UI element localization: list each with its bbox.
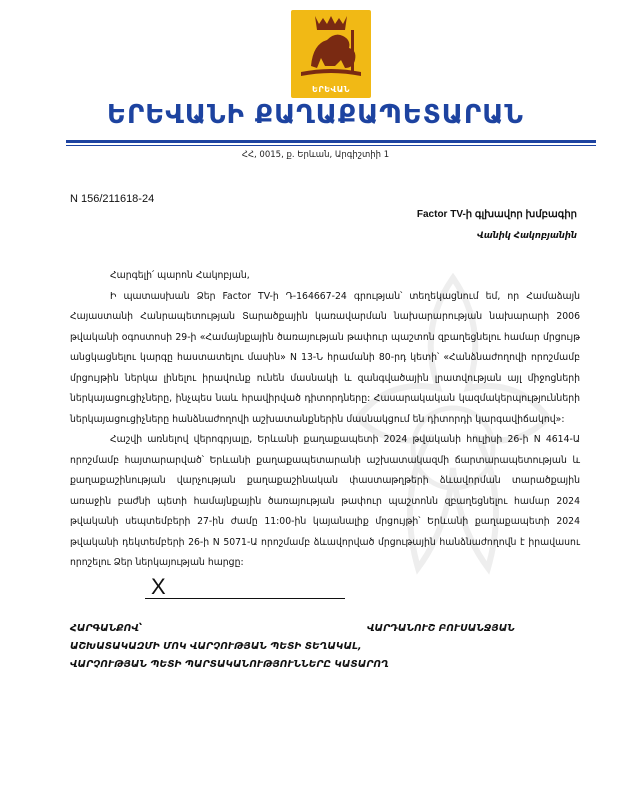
recipient-position: Factor TV-ի գլխավոր խմբագիր [416, 209, 577, 220]
letter-body [70, 266, 580, 574]
signature-mark: X [151, 574, 166, 599]
signatory-title-line1: ԱՇԽԱՏԱԿԱԶՄԻ ՄՈԿ ՎԱՐՉՈՒԹՅԱՆ ՊԵՏԻ ՏԵՂԱԿԱԼ, [70, 641, 362, 652]
signatory-name: ՎԱՐԴԱՆՈՒՇ ԲՈՒՍԱՆՋՅԱՆ [367, 623, 515, 634]
paragraph-2: Հաշվի առնելով վերոգրյալը, Երևանի քաղաքապետի 2024 թվականի հուլիսի 26-ի N 4614-Ա որոշմամբ հայտարարված՝ Երևանի քաղաքապետարանի աշխատակազմի ճարտարապետության և քաղաքաշինության վարչության քաղաքաշինական փաստաթղթերի ձևավորման տարածքային առաջին բաժնի պետի համայնքային ծառայության թափուր պաշտոնն զբաղեցնելու համար 2024 թվականի սեպտեմբերի 27-ին ժամը 11:00-ին կայանալիք մրցույթի՝ Երևանի քաղաքապետի 2024 թվականի դեկտեմբերի 26-ի N 5071-Ա որոշմամբ ձևավորված մրցութային հանձնաժողովն է իրավասու որոշելու Ձեր ներկայության հարցը: [70, 434, 580, 568]
recipient-name: Վանիկ Հակոբյանին [477, 231, 577, 241]
institution-title: ԵՐԵՎԱՆԻ ՔԱՂԱՔԱՊԵՏԱՐԱՆ [107, 100, 524, 130]
signature-line [145, 572, 345, 599]
signatory-title-line2: ՎԱՐՉՈՒԹՅԱՆ ՊԵՏԻ ՊԱՐՏԱԿԱՆՈՒԹՅՈՒՆՆԵՐԸ ԿԱՏԱՐՈՂ [70, 659, 389, 670]
city-coat-of-arms [291, 10, 371, 98]
paragraph-1: Ի պատասխան Ձեր Factor TV-ի Դ-164667-24 գրության՝ տեղեկացնում եմ, որ Համաձայն Հայաստանի Հանրապետության Տարածքային կառավարման նախարարության նախարարի 2006 թվականի օգոստոսի 29-ի «Համայնքային ծառայության թափուր պաշտոն զբաղեցնելու համար մրցույթ անցկացնելու կարգը հաստատելու մասին» N 13-Ն հրամանի 80-րդ կետի՝ «Հանձնաժողովի որոշմամբ մրցույթին ներկա լինելու իրավունք ունեն մասնակի և զանգվածային լրատվության այլ միջոցների ներկայացուցիչները, ինչպես նաև հրավիրված դիտորդները: Հասարակական կազմակերպությունների ներկայացուցիչները հանձնաժողովի աշխատանքներին մասնակցում են դիտորդի կարգավիճակով»: [70, 290, 580, 425]
header-divider-thick [66, 140, 596, 143]
salutation: Հարգելի՛ պարոն Հակոբյան, [110, 270, 250, 281]
closing-phrase: ՀԱՐԳԱՆՔՈՎ՝ [70, 623, 143, 634]
institution-address: ՀՀ, 0015, ք. Երևան, Արգիշտիի 1 [241, 150, 390, 160]
reference-number: N 156/211618-24 [70, 193, 155, 205]
header-divider-thin [66, 145, 596, 146]
lion-emblem-icon [291, 10, 371, 84]
logo-text: ԵՐԵՎԱՆ [312, 85, 350, 94]
